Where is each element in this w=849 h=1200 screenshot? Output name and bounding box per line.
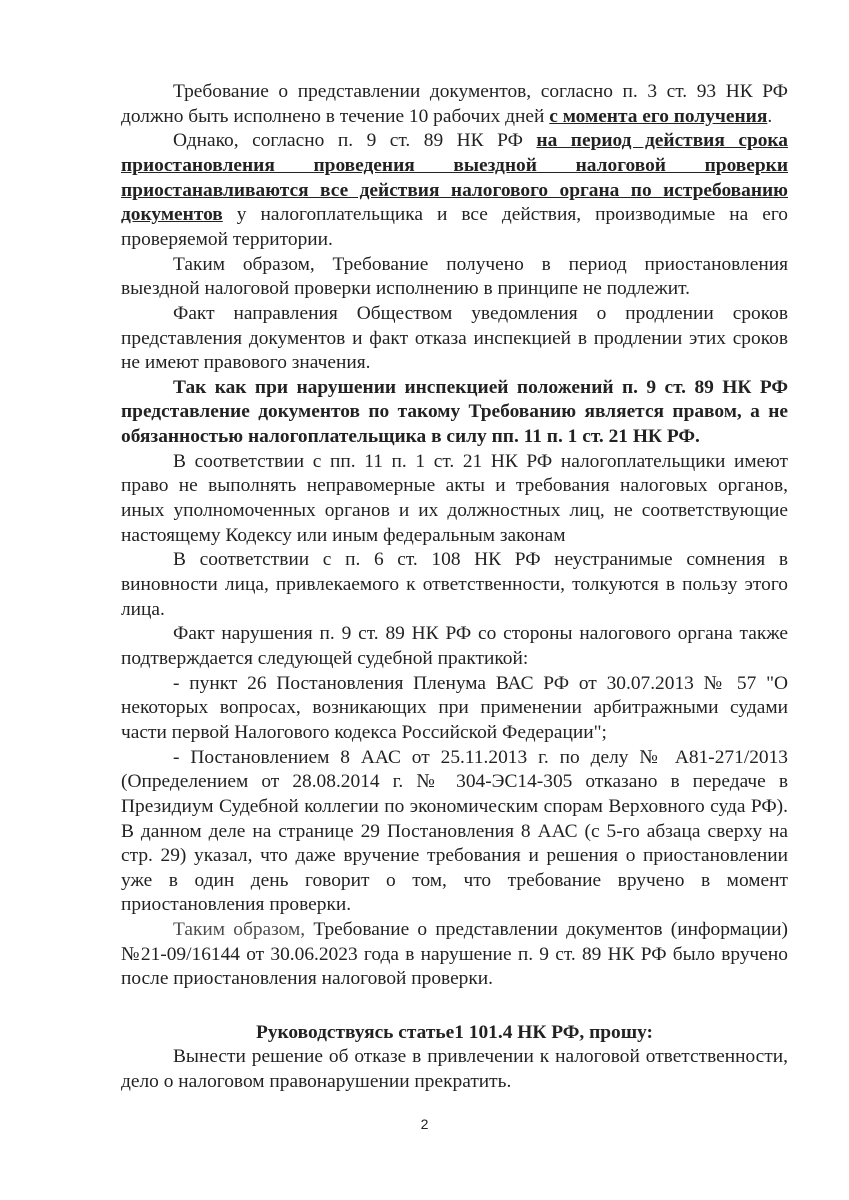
paragraph-12: Вынести решение об отказе в привлечении к налоговой ответственности, дело о налоговом правонарушении прекратить.	[121, 1046, 788, 1093]
paragraph-11	[121, 918, 788, 992]
paragraph-2	[121, 129, 788, 252]
paragraph-11-lead: Таким образом,	[173, 919, 306, 941]
paragraph-9: - пункт 26 Постановления Пленума ВАС РФ от 30.07.2013 № 57 "О некоторых вопросах, возникающих при применении арбитражными судами части первой Налогового кодекса Российской Федерации";	[121, 672, 788, 743]
paragraph-2-end: у налогоплательщика и все действия, производимые на его проверяемой территории.	[121, 204, 788, 250]
paragraph-4: Факт направления Обществом уведомления о продлении сроков представления документов и факт отказа инспекцией в продлении этих сроков не имеют правового значения.	[121, 302, 788, 374]
paragraph-1-emphasis: с момента его получения	[549, 105, 768, 127]
request-heading: Руководствуясь статье1 101.4 НК РФ, прошу:	[255, 1021, 654, 1043]
paragraph-1	[121, 80, 788, 129]
paragraph-1-end: .	[767, 105, 773, 127]
paragraph-6: В соответствии с пп. 11 п. 1 ст. 21 НК РФ налогоплательщики имеют право не выполнять неправомерные акты и требования налоговых органов, иных уполномоченных органов и их должностных лиц, не соответствующие настоящему Кодексу или иным федеральным законам	[121, 450, 788, 546]
paragraph-3: Таким образом, Требование получено в период приостановления выездной налоговой проверки исполнению в принципе не подлежит.	[121, 253, 788, 300]
paragraph-2-text: Однако, согласно п. 9 ст. 89 НК РФ	[173, 130, 537, 152]
paragraph-11-text: Требование о представлении документов (информации) №21-09/16144 от 30.06.2023 года в нарушение п. 9 ст. 89 НК РФ было вручено после приостановления налоговой проверки.	[121, 919, 788, 990]
paragraph-2-emphasis: на период действия срока приостановления проведения выездной налоговой проверки приостанавливаются все действия налогового органа по истребованию документов	[121, 130, 789, 226]
paragraph-10: - Постановлением 8 ААС от 25.11.2013 г. по делу № А81-271/2013 (Определением от 28.08.2014 г. № 304-ЭС14-305 отказано в передаче в Президиум Судебной коллегии по экономическим спорам Верховного суда РФ). В данном деле на странице 29 Постановления 8 ААС (с 5-го абзаца сверху на стр. 29) указал, что даже вручение требования и решения о приостановлении уже в один день говорит о том, что требование вручено в момент приостановления проверки.	[121, 746, 788, 916]
paragraph-1-text: Требование о представлении документов, согласно п. 3 ст. 93 НК РФ должно быть исполнено в течение 10 рабочих дней	[121, 81, 788, 127]
page-number: 2	[420, 1116, 429, 1132]
paragraph-5: Так как при нарушении инспекцией положений п. 9 ст. 89 НК РФ представление документов по такому Требованию является правом, а не обязанностью налогоплательщика в силу пп. 11 п. 1 ст. 21 НК РФ.	[121, 376, 788, 448]
document-body	[121, 80, 788, 1095]
paragraph-7: В соответствии с п. 6 ст. 108 НК РФ неустранимые сомнения в виновности лица, привлекаемого к ответственности, толкуются в пользу этого лица.	[121, 549, 788, 620]
paragraph-8: Факт нарушения п. 9 ст. 89 НК РФ со стороны налогового органа также подтверждается следующей судебной практикой:	[121, 623, 788, 669]
